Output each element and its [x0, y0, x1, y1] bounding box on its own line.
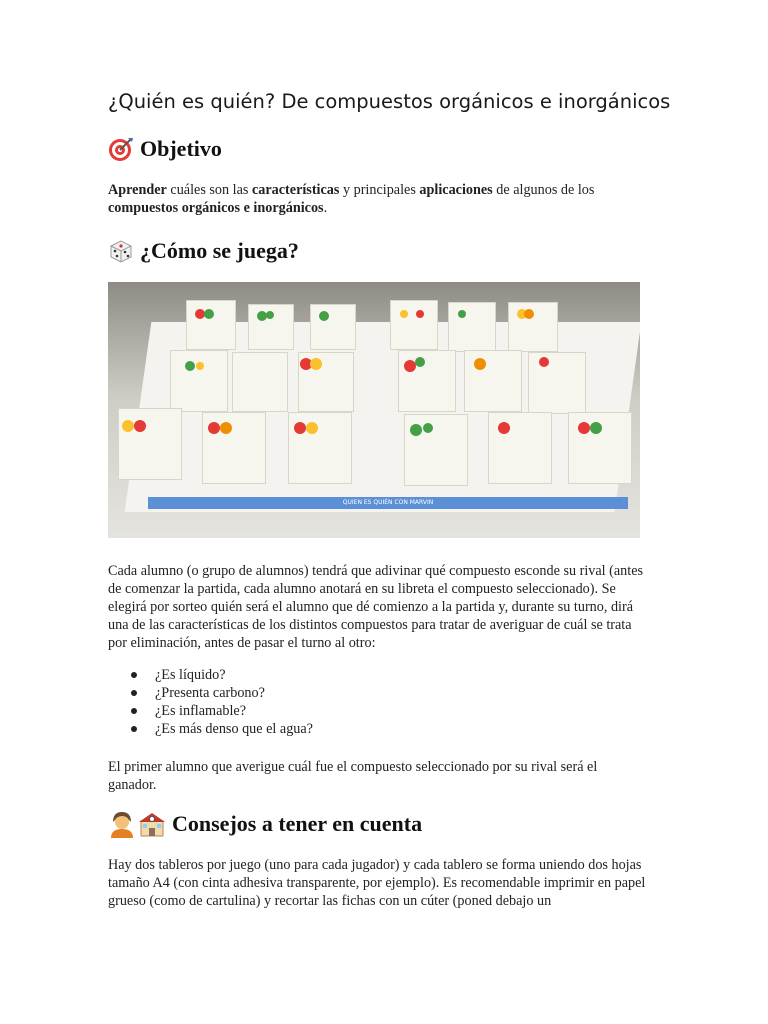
heading-como-text: ¿Cómo se juega? — [140, 238, 299, 263]
game-board-photo — [108, 282, 640, 538]
como-paragraph-2: El primer alumno que averigue cuál fue el compuesto seleccionado por su rival será el ganador. — [108, 759, 598, 793]
text-span: de algunos de los — [492, 182, 595, 198]
heading-consejos — [108, 810, 422, 838]
page-title: ¿Quién es quién? De compuestos orgánicos e inorgánicos — [108, 90, 671, 113]
heading-como-se-juega — [108, 238, 299, 264]
person-icon — [108, 810, 136, 838]
list-item: ¿Presenta carbono? — [108, 684, 628, 702]
text-span: . — [323, 200, 328, 216]
dice-icon — [108, 238, 134, 264]
objetivo-paragraph — [108, 181, 648, 217]
list-item: ¿Es más denso que el agua? — [108, 720, 628, 738]
consejos-paragraph: Hay dos tableros por juego (uno para cada jugador) y cada tablero se forma uniendo dos hojas tamaño A4 (con cinta adhesiva transparente, por ejemplo). Es recomendable imprimir en papel grueso (como de cartulina) y recortar las fichas con un cúter (poned debajo un — [108, 857, 646, 909]
list-item: ¿Es líquido? — [108, 666, 628, 684]
bold-compuestos: compuestos orgánicos e inorgánicos — [108, 200, 324, 216]
board-caption: QUIEN ES QUIÉN CON MARVIN — [342, 499, 434, 506]
como-paragraph-1: Cada alumno (o grupo de alumnos) tendrá que adivinar qué compuesto esconde su rival (antes de comenzar la partida, cada alumno anotará en su libreta el compuesto seleccionado). Se elegirá por sorteo quién será el alumno que dé comienzo a la partida y, durante su turno, dirá una de las características de los distintos compuestos para tratar de averiguar de cuál se trata por eliminación, antes de pasar el turno al otro: — [108, 563, 644, 651]
heading-objetivo-text: Objetivo — [140, 136, 222, 161]
questions-list — [108, 666, 628, 738]
list-item: ¿Es inflamable? — [108, 702, 628, 720]
heading-objetivo — [108, 136, 222, 162]
molecule-dots — [108, 282, 640, 538]
bold-aplicaciones: aplicaciones — [419, 182, 493, 198]
heading-consejos-text: Consejos a tener en cuenta — [172, 811, 423, 836]
text-span: cuáles son las — [166, 182, 252, 198]
target-icon — [108, 136, 134, 162]
bold-caracteristicas: características — [251, 182, 340, 198]
text-span: y principales — [339, 182, 420, 198]
school-icon — [138, 810, 166, 838]
bold-aprender: Aprender — [108, 182, 167, 198]
